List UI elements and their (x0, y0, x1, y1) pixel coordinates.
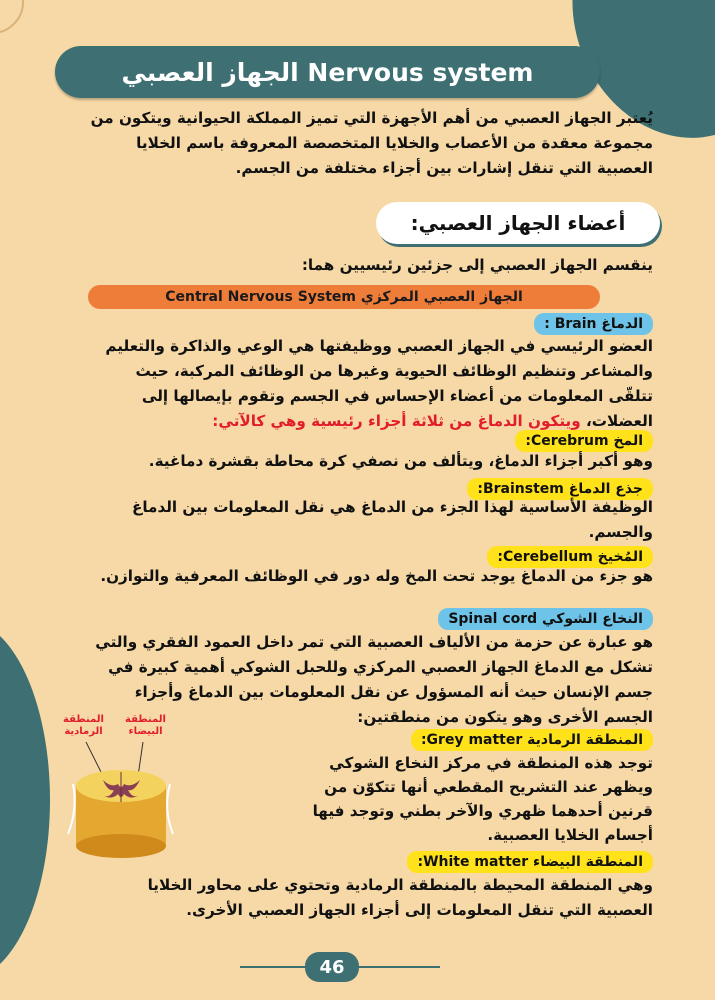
brainstem-label: جذع الدماغ Brainstem: (467, 478, 653, 500)
brainstem-line: والجسم. (588, 523, 653, 541)
white-line: العصبية التي تنقل المعلومات إلى أجزاء الجهاز العصبي الأخرى. (186, 901, 653, 919)
brain-parts-intro: ويتكون الدماغ من ثلاثة أجزاء رئيسية وهي كالآتي: (212, 412, 581, 430)
cns-heading: الجهاز العصبي المركزي Central Nervous System (88, 285, 600, 309)
intro-line: العصبية التي تنقل إشارات بين أجزاء مختلفة من الجسم. (235, 159, 653, 177)
brain-last-line-start: العضلات، (580, 412, 653, 430)
spinal-cord-label: النخاع الشوكي Spinal cord (438, 608, 653, 630)
spinal-cord-diagram (48, 714, 198, 864)
brain-paragraph (105, 334, 653, 434)
section-heading: أعضاء الجهاز العصبي: (376, 202, 660, 244)
brain-line: العضو الرئيسي في الجهاز العصبي ووظيفتها هي الوعي والذاكرة والتعليم (105, 337, 653, 355)
spinal-line: جسم الإنسان حيث أنه المسؤول عن نقل المعلومات بين الدماغ وأجزاء (134, 683, 653, 701)
grey-line: أجسام الخلايا العصبية. (487, 826, 653, 844)
intro-line: مجموعة معقدة من الأعصاب والخلايا المتخصصة المعروفة باسم الخلايا (136, 134, 653, 152)
cerebellum-line: هو جزء من الدماغ يوجد تحت المخ وله دور في الوظائف المعرفية والتوازن. (100, 567, 653, 585)
grey-line: توجد هذه المنطقة في مركز النخاع الشوكي (329, 754, 653, 772)
spinal-line: هو عبارة عن حزمة من الألياف العصبية التي تمر داخل العمود الفقري والتي (95, 633, 653, 651)
page-title: الجهاز العصبي Nervous system (121, 57, 534, 87)
brainstem-paragraph (132, 495, 653, 545)
brainstem-line: الوظيفة الأساسية لهذا الجزء من الدماغ هي نقل المعلومات بين الدماغ (131, 498, 653, 516)
cerebrum-label: المخ Cerebrum: (515, 430, 653, 452)
page-number: 46 (305, 952, 359, 982)
cerebrum-line: وهو أكبر أجزاء الدماغ، ويتألف من نصفي كرة محاطة بقشرة دماغية. (148, 452, 653, 470)
cerebellum-label: المُخيخ Cerebellum: (487, 546, 653, 568)
grey-matter-label: المنطقة الرمادية Grey matter: (411, 729, 653, 751)
page-title-bar (55, 46, 600, 98)
grey-line: قرنين أحدهما ظهري والآخر بطني وتوجد فيها (312, 802, 653, 820)
brain-label: الدماغ Brain : (534, 313, 653, 335)
white-line: وهي المنطقة المحيطة بالمنطقة الرمادية وتحتوي على محاور الخلايا (147, 876, 653, 894)
diagram-label-grey: المنطقة الرمادية (63, 714, 104, 737)
intro-line: يُعتبر الجهاز العصبي من أهم الأجهزة التي تميز المملكة الحيوانية ويتكون من (90, 109, 653, 127)
grey-paragraph (313, 751, 653, 847)
grey-line: ويظهر عند التشريح المقطعي أنها تتكوّن من (324, 778, 653, 796)
spinal-line: الجسم الأخرى وهو يتكون من منطقتين: (357, 708, 653, 726)
intro-paragraph (91, 106, 653, 181)
corner-circle-decoration (0, 0, 24, 34)
divides-line: ينقسم الجهاز العصبي إلى جزئين رئيسيين هما: (301, 256, 653, 274)
diagram-label-white: المنطقة البيضاء (125, 714, 166, 737)
white-paragraph (148, 873, 653, 923)
side-decoration (0, 620, 50, 980)
spinal-line: تشكل مع الدماغ الجهاز العصبي المركزي وللحبل الشوكي أهمية كبيرة في (108, 658, 653, 676)
brain-line: تتلقّى المعلومات من أعضاء الإحساس في الجسم وتقوم بإيصالها إلى (141, 387, 653, 405)
brain-line: والمشاعر وتنظيم الوظائف الحيوية وغيرها من الوظائف المركبة، حيث (135, 362, 653, 380)
white-matter-label: المنطقة البيضاء White matter: (407, 851, 653, 873)
